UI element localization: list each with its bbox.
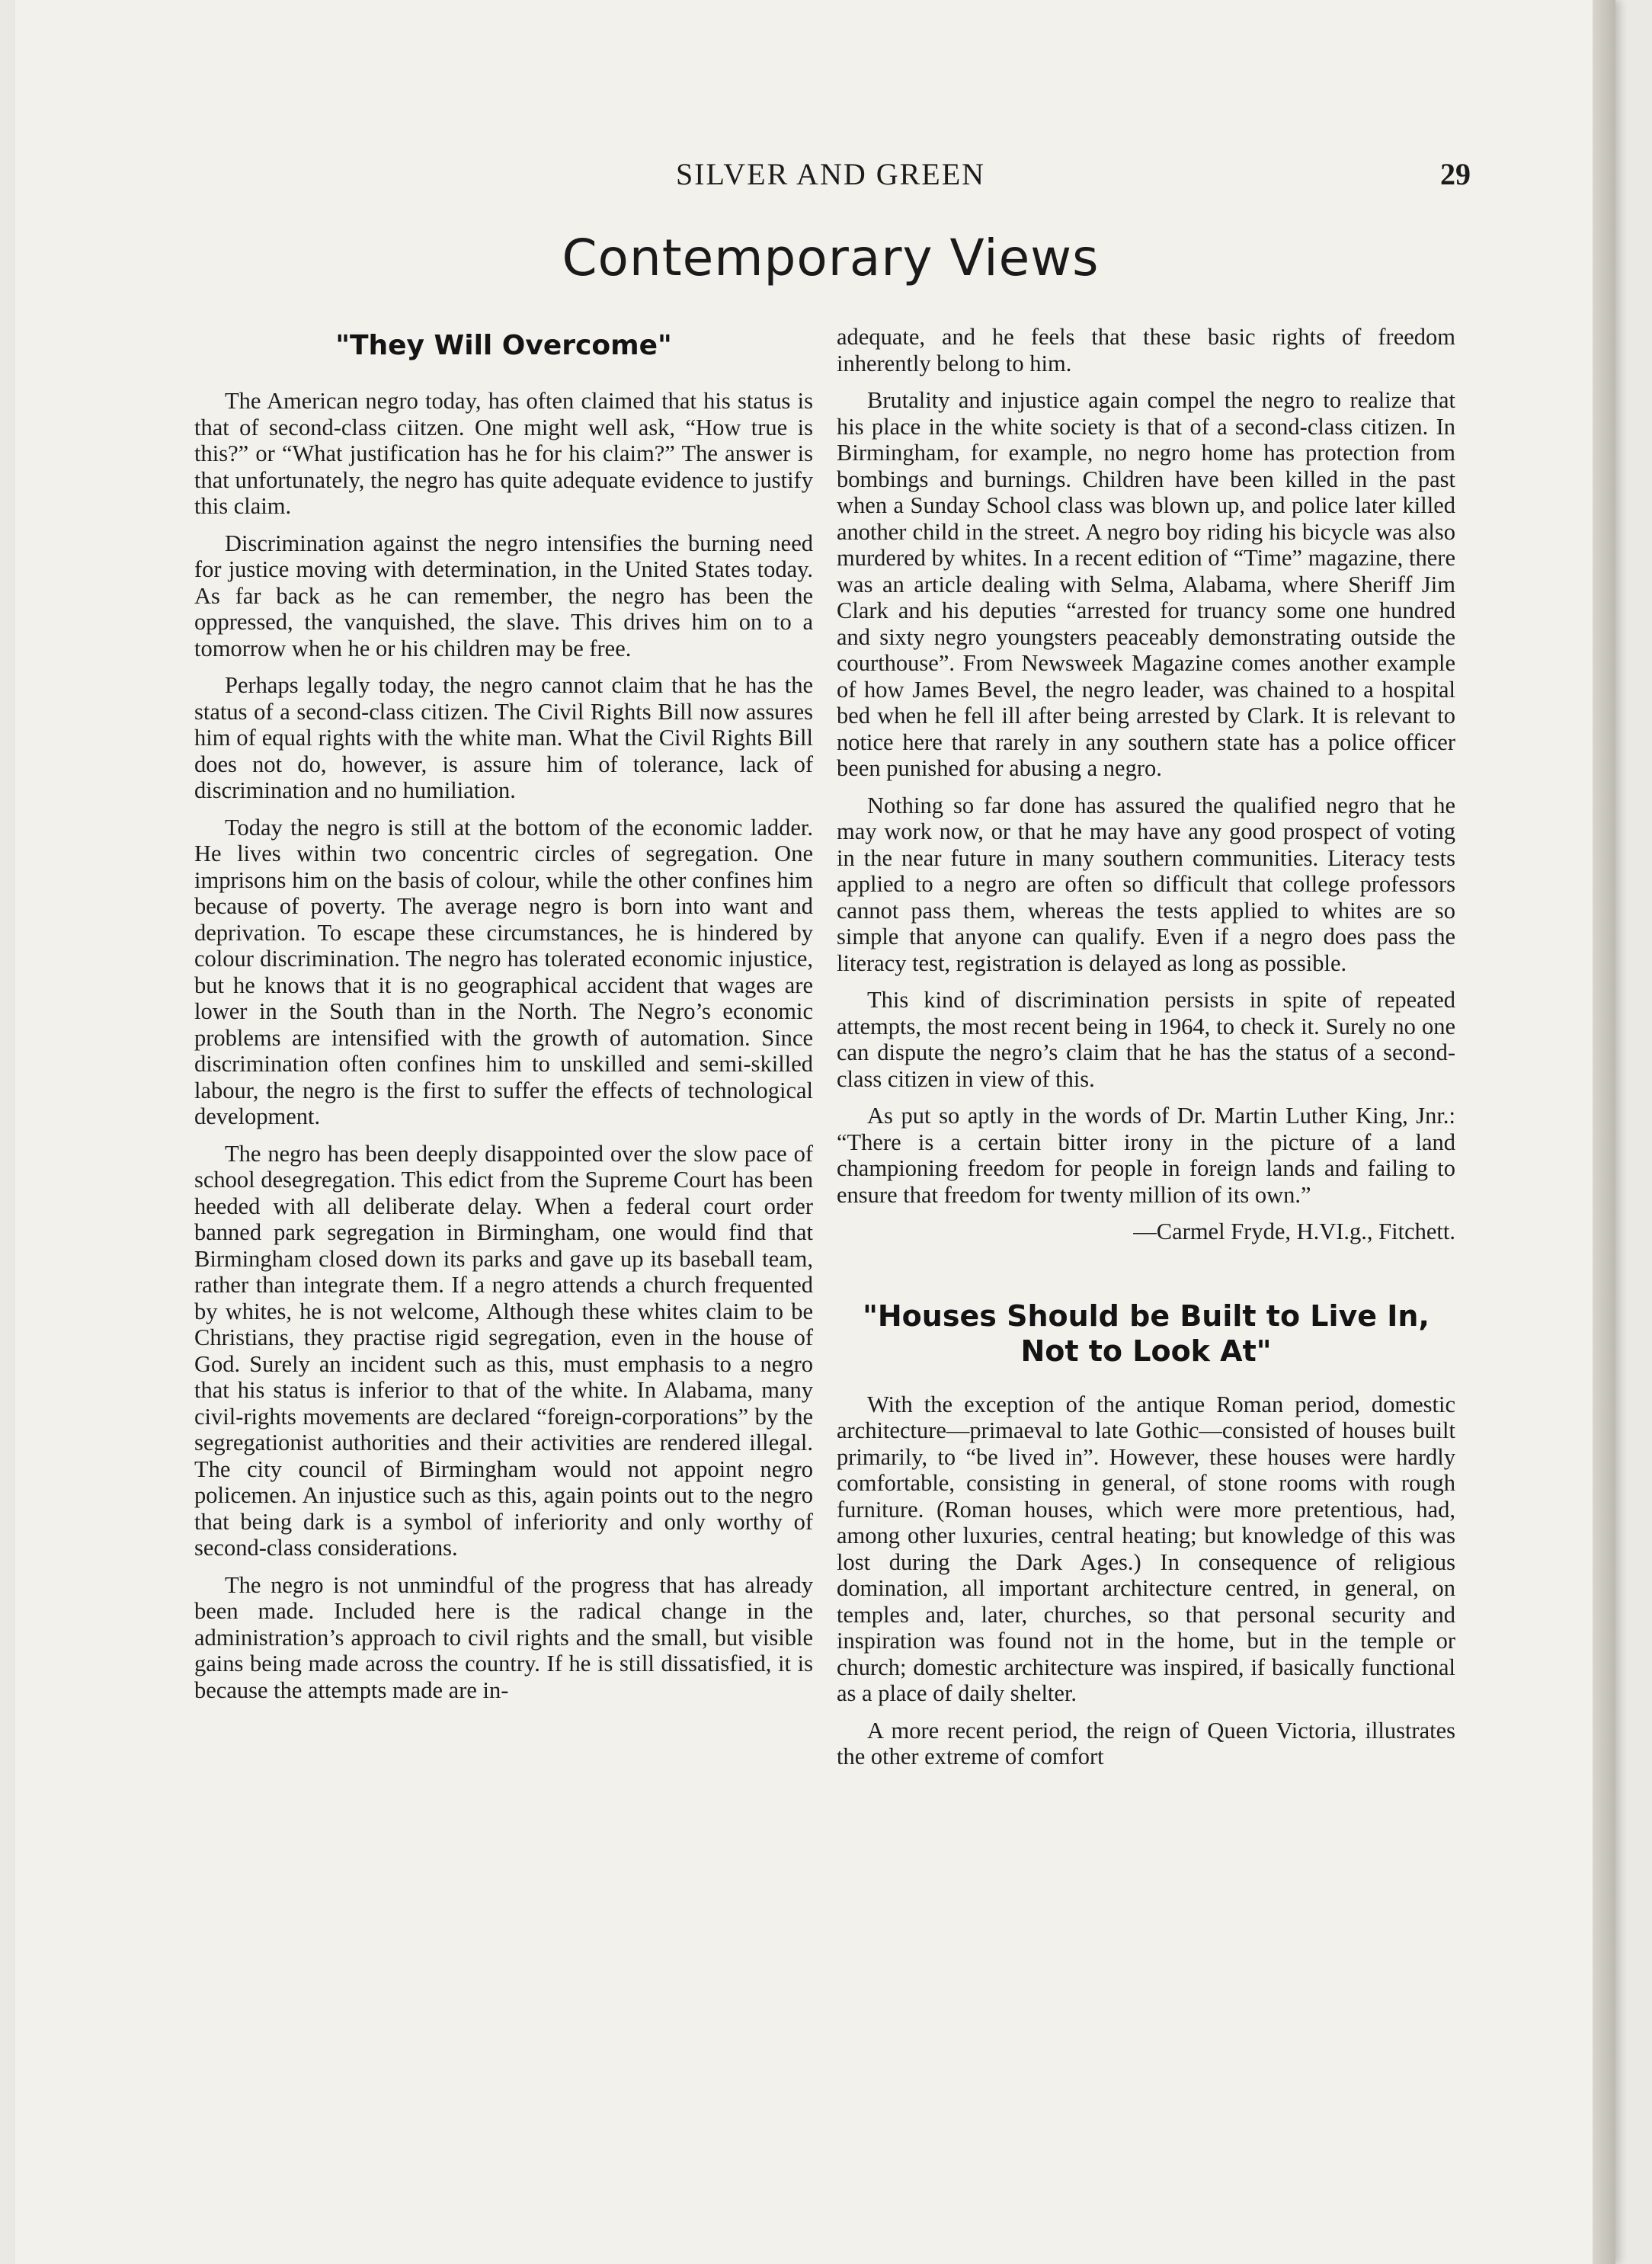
paragraph: Brutality and injustice again compel the negro to realize that his place in the white society is that of a second-class citizen. In Birmingham, for example, no negro home has protection from bombings and burnings. Children have been killed in the past when a Sunday School class was blown up, and police later killed another child in the street. A negro boy riding his bicycle was also murdered by whites. In a recent edition of “Time” magazine, there was an article dealing with Selma, Alabama, where Sheriff Jim Clark and his deputies “arrested for truancy some one hundred and sixty negro youngsters peaceably demonstrating outside the courthouse”. From Newsweek Magazine comes another example of how James Bevel, the negro leader, was chained to a hospital bed when he fell ill after being arrested by Clark. It is relevant to notice here that rarely in any southern state has a police officer been punished for abusing a negro.: [837, 387, 1455, 781]
paragraph: Today the negro is still at the bottom of the economic ladder. He lives within two concentric circles of segregation. One imprisons him on the basis of colour, while the other confines him because of poverty. The average negro is born into want and deprivation. To escape these circumstances, he is hindered by colour discrimination. The negro has tolerated economic injustice, but he knows that it is no geographical accident that wages are lower in the South than in the North. The Negro’s economic problems are intensified with the growth of automation. Since discrimination often confines him to unskilled and semi-skilled labour, the negro is the first to suffer the effects of technological development.: [194, 814, 813, 1129]
paragraph: This kind of discrimination persists in spite of repeated attempts, the most recent being in 1964, to check it. Surely no one can dispute the negro’s claim that he has the status of a second-class citizen in view of this.: [837, 987, 1455, 1092]
left-column: [194, 324, 813, 1714]
section-title: Contemporary Views: [562, 229, 1100, 287]
running-head: [190, 156, 1471, 202]
paragraph: Discrimination against the negro intensifies the burning need for justice moving with determination, in the United States today. As far back as he can remember, the negro has been the oppressed, the vanquished, the slave. This drives him on to a tomorrow when he or his children may be free.: [194, 530, 813, 661]
article-title-houses: [837, 1299, 1455, 1369]
article-title-line: "Houses Should be Built to Live In,: [863, 1299, 1429, 1333]
paragraph: The American negro today, has often claimed that his status is that of second-class ciitzen. One might well ask, “How true is this?” or “What justification has he for his claim?” The answer is that unfortunately, the negro has quite adequate evidence to justify this claim.: [194, 388, 813, 519]
page-edge-shadow: [1593, 0, 1615, 2264]
article-title-overcome: "They Will Overcome": [335, 330, 672, 361]
journal-name: SILVER AND GREEN: [675, 157, 986, 191]
paragraph: Nothing so far done has assured the qualified negro that he may work now, or that he may have any good prospect of voting in the near future in many southern communities. Literacy tests applied to a negro are often so difficult that college professors cannot pass them, whereas the tests applied to whites are so simple that anyone can qualify. Even if a negro does pass the literacy test, registration is delayed as long as possible.: [837, 792, 1455, 976]
paragraph: The negro has been deeply disappointed over the slow pace of school desegregation. This edict from the Supreme Court has been heeded with all deliberate delay. When a federal court order banned park segregation in Birmingham, one would find that Birmingham closed down its parks and gave up its baseball team, rather than integrate them. If a negro attends a church frequented by whites, he is not welcome, Although these whites claim to be Christians, they practise rigid segregation, even in the house of God. Surely an incident such as this, must emphasis to a negro that his status is inferior to that of the white. In Alabama, many civil-rights movements are declared “foreign-corporations” by the segregationist authorities and their activities are rendered illegal. The city council of Birmingham would not appoint negro policemen. An injustice such as this, again points out to the negro that being dark is a symbol of inferiority and only worthy of second-class considerations.: [194, 1140, 813, 1561]
article-title-line: Not to Look At": [1020, 1334, 1272, 1368]
right-column: [837, 324, 1455, 1781]
paragraph: As put so aptly in the words of Dr. Martin Luther King, Jnr.: “There is a certain bitter irony in the picture of a land championing freedom for people in foreign lands and failing to ensure that freedom for twenty million of its own.”: [837, 1103, 1455, 1208]
paragraph: Perhaps legally today, the negro cannot claim that he has the status of a second-class citizen. The Civil Rights Bill now assures him of equal rights with the white man. What the Civil Rights Bill does not do, however, is assure him of tolerance, lack of discrimination and no humiliation.: [194, 672, 813, 803]
byline: —Carmel Fryde, H.VI.g., Fitchett.: [1133, 1218, 1455, 1244]
paragraph: With the exception of the antique Roman period, domestic architecture—primaeval to late Gothic—consisted of houses built primarily, to “be lived in”. However, these houses were hardly comfortable, consisting in general, of stone rooms with rough furniture. (Roman houses, which were more pretentious, had, among other luxuries, central heating; but knowledge of this was lost during the Dark Ages.) In consequence of religious domination, all important architecture centred, in general, on temples and, later, churches, so that personal security and inspiration was found not in the home, but in the temple or church; domestic architecture was inspired, if basically functional as a place of daily shelter.: [837, 1391, 1455, 1706]
paragraph: A more recent period, the reign of Queen Victoria, illustrates the other extreme of comfort: [837, 1717, 1455, 1769]
page-number: 29: [1440, 157, 1471, 191]
paragraph: The negro is not unmindful of the progress that has already been made. Included here is the radical change in the administration’s approach to civil rights and the small, but visible gains being made across the country. If he is still dissatisfied, it is because the attempts made are in-: [194, 1571, 813, 1703]
paragraph-continuation: adequate, and he feels that these basic rights of freedom inherently belong to him.: [837, 324, 1455, 376]
